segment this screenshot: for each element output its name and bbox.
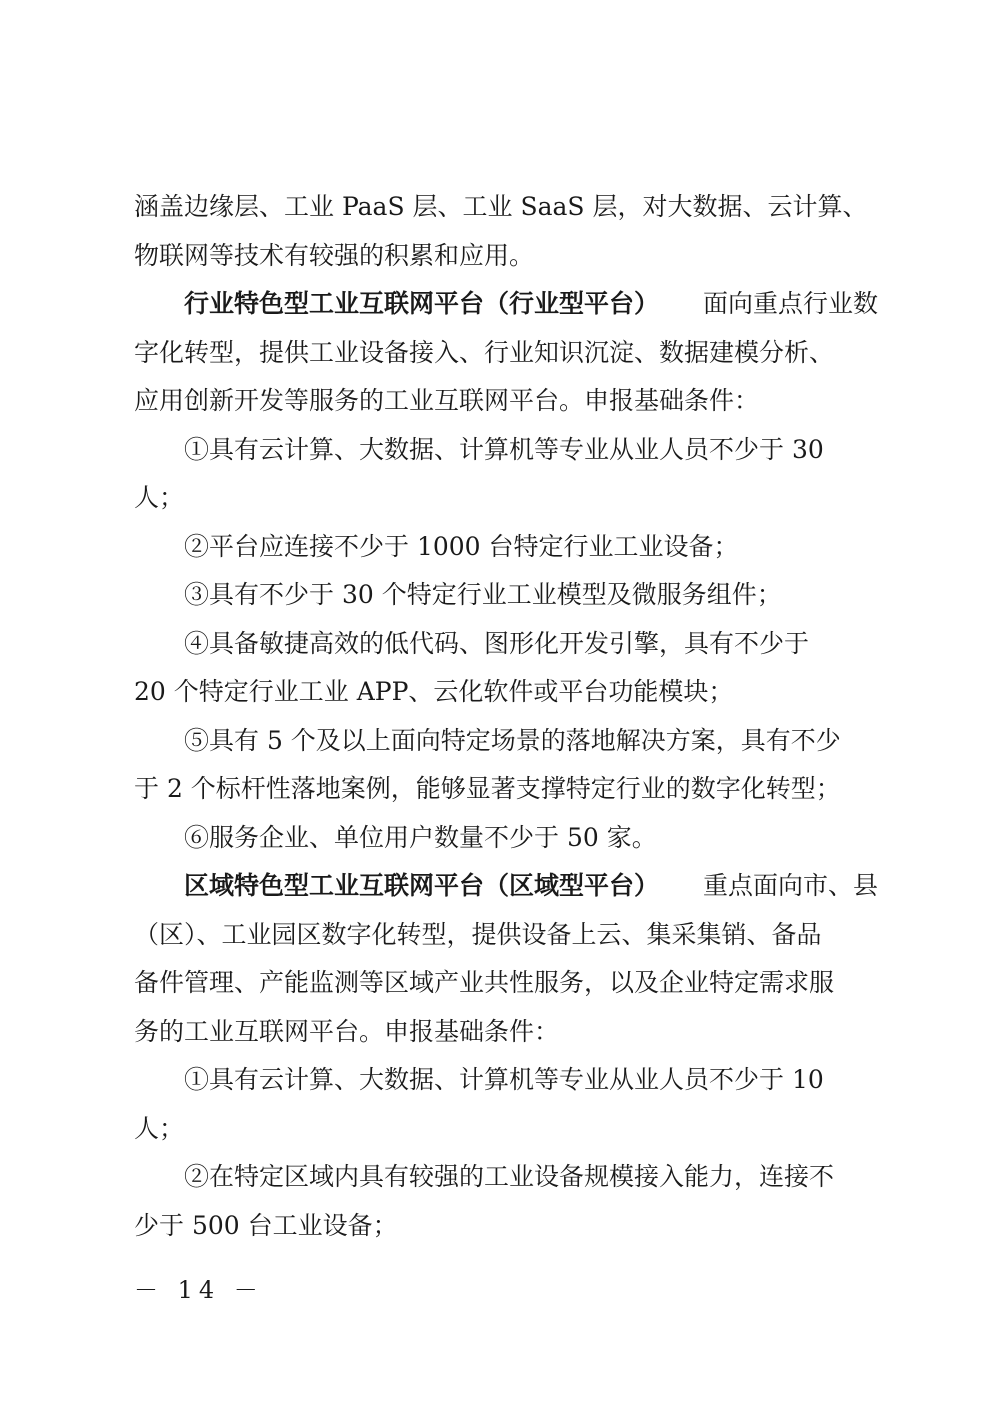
list-item-line: ⑥服务企业、单位用户数量不少于 50 家。 <box>184 822 657 852</box>
text-line: （区）、工业园区数字化转型，提供设备上云、集采集销、备品 <box>134 919 822 949</box>
section-heading-line <box>134 280 878 329</box>
text-line: 人； <box>134 483 185 512</box>
text-line: 应用创新开发等服务的工业互联网平台。申报基础条件： <box>134 386 760 415</box>
list-item-line: ②在特定区域内具有较强的工业设备规模接入能力，连接不 <box>184 1162 835 1191</box>
body-text <box>134 183 878 1250</box>
text-line: 务的工业互联网平台。申报基础条件： <box>134 1016 560 1046</box>
text-span: 面向重点行业数 <box>702 289 878 318</box>
list-item-line: ①具有云计算、大数据、计算机等专业从业人员不少于 10 <box>184 1065 824 1094</box>
text-line: 20 个特定行业工业 APP、云化软件或平台功能模块； <box>134 677 734 706</box>
text-line: 涵盖边缘层、工业 PaaS 层、工业 SaaS 层，对大数据、云计算、 <box>134 192 868 221</box>
text-line: 人； <box>134 1113 185 1143</box>
list-item-line: ②平台应连接不少于 1000 台特定行业工业设备； <box>184 531 739 561</box>
list-item-line: ⑤具有 5 个及以上面向特定场景的落地解决方案，具有不少 <box>184 725 841 755</box>
section-heading-line <box>134 862 878 911</box>
page-number: － 14 － <box>134 1276 264 1304</box>
text-line: 于 2 个标杆性落地案例，能够显著支撑特定行业的数字化转型； <box>134 774 841 803</box>
text-line: 少于 500 台工业设备； <box>134 1210 398 1240</box>
list-item-line: ①具有云计算、大数据、计算机等专业从业人员不少于 30 <box>184 434 824 464</box>
text-line: 字化转型，提供工业设备接入、行业知识沉淀、数据建模分析、 <box>134 337 835 367</box>
text-line: 备件管理、产能监测等区域产业共性服务，以及企业特定需求服 <box>134 968 835 997</box>
list-item-line: ③具有不少于 30 个特定行业工业模型及微服务组件； <box>184 580 782 609</box>
text-span: 重点面向市、县 <box>702 871 878 900</box>
section-heading-industry: 行业特色型工业互联网平台（行业型平台） <box>184 289 660 318</box>
text-line: 物联网等技术有较强的积累和应用。 <box>134 240 535 270</box>
section-heading-regional: 区域特色型工业互联网平台（区域型平台） <box>184 871 660 900</box>
list-item-line: ④具备敏捷高效的低代码、图形化开发引擎，具有不少于 <box>184 628 810 658</box>
